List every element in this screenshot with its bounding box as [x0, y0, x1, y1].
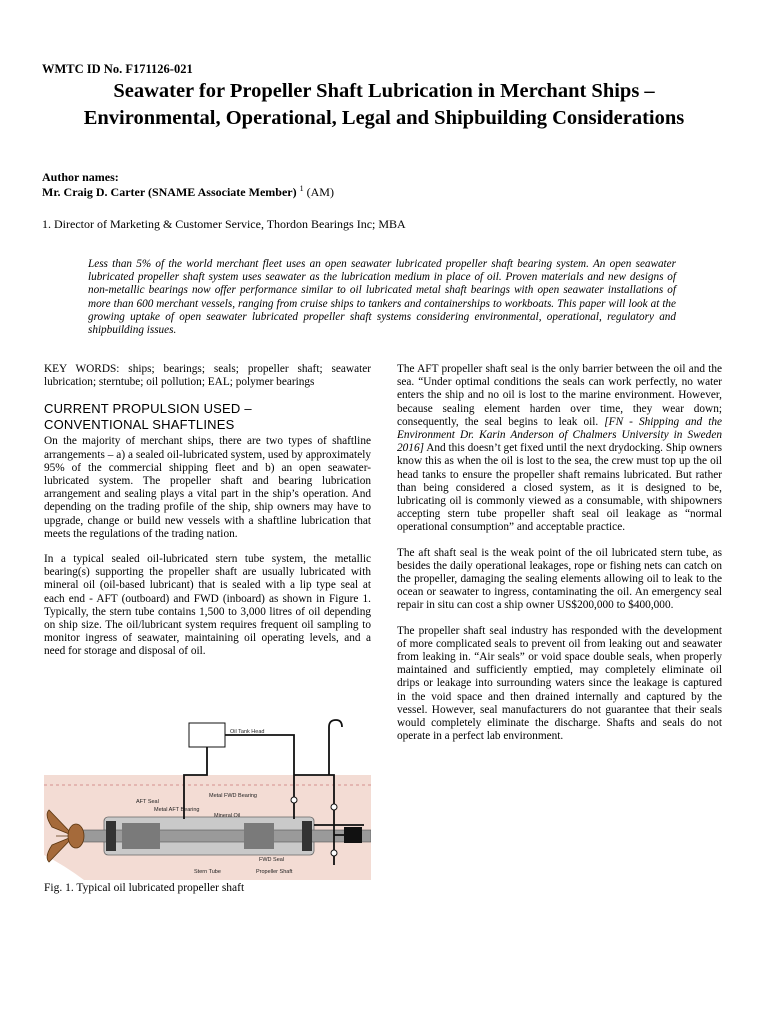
label-oil-tank-head: Oil Tank Head	[230, 729, 265, 735]
aft-bearing	[122, 823, 160, 849]
right-column	[397, 363, 722, 755]
author-suffix: (AM)	[306, 185, 334, 199]
author-name: Mr. Craig D. Carter (SNAME Associate Member)	[42, 185, 297, 199]
propeller-shaft	[74, 830, 371, 842]
author-line	[42, 184, 334, 200]
label-metal-aft-bearing: Metal AFT Bearing	[154, 807, 200, 813]
paper-title	[30, 78, 738, 132]
section-heading-line-2: CONVENTIONAL SHAFTLINES	[44, 417, 235, 433]
authors-label: Author names:	[42, 170, 119, 184]
valve	[291, 797, 297, 803]
label-metal-fwd-bearing: Metal FWD Bearing	[209, 793, 257, 799]
drain-tank	[344, 827, 362, 843]
keywords: KEY WORDS: ships; bearings; seals; propeller shaft; seawater lubrication; sterntube; oil pollution; EAL; polymer bearings	[44, 363, 371, 389]
fwd-bearing	[244, 823, 274, 849]
author-superscript: 1	[299, 184, 304, 193]
author-affiliation: 1. Director of Marketing & Customer Service, Thordon Bearings Inc; MBA	[42, 217, 406, 231]
fwd-seal	[302, 821, 312, 851]
label-aft-seal: AFT Seal	[136, 799, 159, 805]
left-paragraph-2: In a typical sealed oil-lubricated stern tube system, the metallic bearing(s) supporting the propeller shaft are usually lubricated with mineral oil (oil-based lubricant) that is sealed with a lip type seal at each end - AFT (outboard) and FWD (inboard) as shown in Figure 1. Typically, the stern tube contains 1,500 to 3,000 litres of oil depending on ship size. The oil/lubricant system requires frequent oil sampling to monitor ingress of seawater, maintaining oil operating levels, and a need for storage and disposal of oil.	[44, 553, 371, 658]
abstract: Less than 5% of the world merchant fleet uses an open seawater lubricated propeller shaft bearing system. An open seawater lubricated propeller shaft system uses seawater as the lubrication medium in place of oil. Proven materials and new designs of non-metallic bearings now offer performance similar to oil lubricated metal shaft bearings with open seawater installations of more than 600 merchant vessels, ranging from cruise ships to tankers and containerships to workboats. This paper will look at the growing uptake of open seawater lubricated propeller shaft systems considering environmental, operational, regulatory and shipbuilding issues.	[88, 258, 676, 337]
section-heading	[44, 401, 371, 433]
figure-caption: Fig. 1. Typical oil lubricated propeller shaft	[44, 882, 245, 894]
citation: [FN - Shipping and the Environment Dr. Karin Anderson of Chalmers University in Sweden 2016]	[397, 415, 722, 455]
propeller-hub	[68, 824, 84, 848]
aft-seal	[106, 821, 116, 851]
right-paragraph-2: The aft shaft seal is the weak point of the oil lubricated stern tube, as besides the daily operational leakages, rope or fishing nets can catch on the propeller, damaging the sealing elements allowing oil to leak to the ocean or seawater to ingress, contaminating the oil. An emergency seal repair in situ can cost a ship owner US$200,000 to $400,000.	[397, 546, 722, 612]
document-id: WMTC ID No. F171126-021	[42, 62, 193, 76]
oil-tank-head	[189, 723, 225, 747]
valve	[331, 804, 337, 810]
right-paragraph-1-text: The AFT propeller shaft seal is the only barrier between the oil and the sea. “Under optimal conditions the seals can work perfectly, no water enters the ship and no oil is lost to the marine environment. However, because sealing element harden over time, they wear down; consequently, the seal begins to leak oil.	[397, 363, 722, 428]
right-paragraph-1	[397, 363, 722, 535]
label-mineral-oil: Mineral Oil	[214, 813, 241, 819]
title-line-2: Environmental, Operational, Legal and Shipbuilding Considerations	[83, 107, 685, 129]
label-fwd-seal: FWD Seal	[259, 857, 285, 863]
right-paragraph-1-rest: And this doesn’t get fixed until the next drydocking. Ship owners know this as when the oil is lost to the sea, the crew must top up the oil head tanks to ensure the propeller shaft remains lubricated. But rather than being considered a closed system, as it is designed to be, lubricating oil is commonly viewed as a consumable, with shipowners accepting stern tube propeller shaft seal oil leakage as “normal operational consumption” and acceptable practice.	[397, 442, 722, 534]
label-stern-tube: Stern Tube	[194, 869, 221, 875]
left-column	[44, 363, 371, 671]
right-paragraph-3: The propeller shaft seal industry has responded with the development of more complicated seals to prevent oil from leaking out and seawater from leaking in. “Air seals” or void space double seals, when properly maintained and sufficiently emptied, may completely eliminate oil drips or leakage into surrounding waters since the leakage is captured in the void space and then drained internally and captured by the vessel. However, seal manufacturers do not guarantee that their seals would completely eliminate the discharge. Shafts and seals do not operate in a perfect lab environment.	[397, 624, 722, 743]
section-heading-line-1: CURRENT PROPULSION USED –	[44, 401, 252, 417]
title-line-1: Seawater for Propeller Shaft Lubrication in Merchant Ships –	[113, 80, 655, 102]
left-paragraph-1: On the majority of merchant ships, there are two types of shaftline arrangements – a) a sealed oil-lubricated system, used by approximately 95% of the commercial shipping fleet and b) an open seawater-lubricated system. The propeller shaft and bearing lubrication arrangement and sealing plays a vital part in the ship’s operation. And depending on the trading profile of the ship, ship owners may have to upgrade, change or build new vessels with a shaftline lubrication that meets the regulations of the trading nation.	[44, 435, 371, 540]
valve	[331, 850, 337, 856]
figure-1-shaft-diagram	[44, 715, 371, 880]
label-propeller-shaft: Propeller Shaft	[256, 869, 293, 875]
